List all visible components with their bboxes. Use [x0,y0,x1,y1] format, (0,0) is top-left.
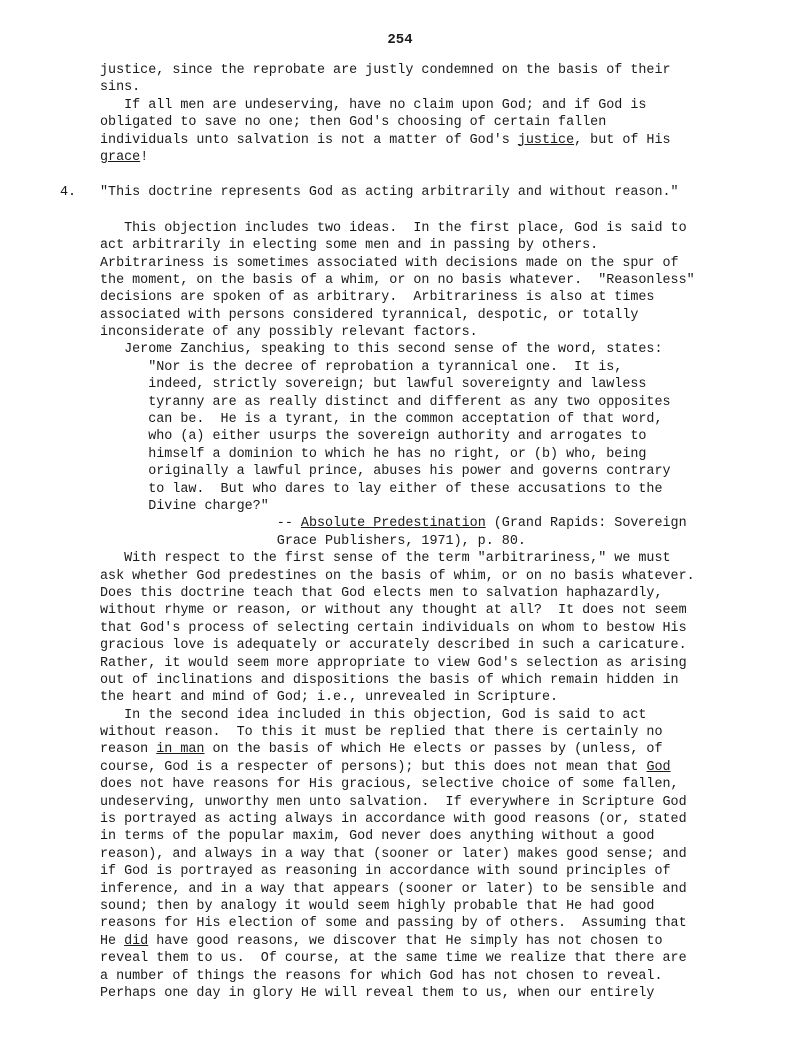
text-line [100,863,740,880]
text-segment: in terms of the popular maxim, God never does anything without a good [100,829,655,845]
text-line [100,498,740,515]
text-segment: Arbitrariness is sometimes associated with decisions made on the spur of [100,255,679,271]
text-line [100,985,740,1002]
text-segment: "Nor is the decree of reprobation a tyrannical one. It is, [100,359,623,375]
text-segment: He [100,933,125,949]
text-segment: ask whether God predestines on the basis of whim, or on no basis whatever. [100,568,695,584]
text-segment: This objection includes two ideas. In the first place, God is said to [100,220,687,236]
text-line [100,481,740,498]
text-line [100,446,740,463]
text-segment: sound; then by analogy it would seem highly probable that He had good [100,898,655,914]
text-segment: originally a lawful prince, abuses his power and governs contrary [100,464,671,480]
text-segment: to law. But who dares to lay either of these accusations to the [100,481,663,497]
text-segment: Perhaps one day in glory He will reveal them to us, when our entirely [100,985,655,1001]
text-line [100,794,740,811]
underlined-text: grace [100,149,141,165]
underlined-text: in man [156,742,205,758]
text-segment: Grace Publishers, 1971), p. 80. [100,533,526,549]
text-line [100,411,740,428]
text-segment: have good reasons, we discover that He simply has not chosen to [148,933,663,949]
text-line [100,149,740,166]
text-line [100,289,740,306]
text-segment: Does this doctrine teach that God elects men to salvation haphazardly, [100,585,663,601]
text-line [100,568,740,585]
text-segment: -- [100,516,301,532]
paragraph [100,220,740,1003]
text-segment: reveal them to us. Of course, at the same time we realize that there are [100,951,687,967]
text-segment: individuals unto salvation is not a matter of God's [100,132,518,148]
text-line [100,359,740,376]
paragraph [100,62,740,166]
text-line [100,62,740,79]
text-segment: the heart and mind of God; i.e., unrevealed in Scripture. [100,690,559,706]
list-item-number: 4. [60,185,77,201]
text-segment: Rather, it would seem more appropriate to view God's selection as arising [100,655,687,671]
text-segment: With respect to the first sense of the term "arbitrariness," we must [100,551,671,567]
text-segment: justice, since the reprobate are justly condemned on the basis of their [100,63,671,78]
text-segment: reasons for His election of some and passing by of others. Assuming that [100,916,687,932]
text-segment: undeserving, unworthy men unto salvation. If everywhere in Scripture God [100,794,687,810]
text-line [100,655,740,672]
text-line [100,898,740,915]
text-line [100,255,740,272]
text-segment: ! [140,149,149,165]
text-line [100,915,740,932]
text-segment: In the second idea included in this objection, God is said to act [100,707,647,723]
text-segment: , but of His [574,132,671,148]
text-line [100,933,740,950]
text-line [100,602,740,619]
text-segment: reason [100,742,157,758]
text-segment: on the basis of which He elects or passes by (unless, of [204,742,663,758]
underlined-text: God [646,759,671,775]
text-segment: act arbitrarily in electing some men and in passing by others. [100,238,599,254]
text-segment: (Grand Rapids: Sovereign [485,516,687,532]
text-line [100,184,740,201]
text-line [100,272,740,289]
text-line [100,828,740,845]
text-line [100,707,740,724]
text-segment: without reason. To this it must be replied that there is certainly no [100,725,663,741]
text-line [100,846,740,863]
paragraph-gap [100,202,740,220]
text-line [100,237,740,254]
text-line [100,97,740,114]
text-line [100,550,740,567]
text-line [100,132,740,149]
text-segment: that God's process of selecting certain individuals on whom to bestow His [100,620,687,636]
text-line [100,307,740,324]
text-line [100,724,740,741]
text-line [100,463,740,480]
text-segment: does not have reasons for His gracious, selective choice of some fallen, [100,777,679,793]
text-line [100,968,740,985]
text-line [100,672,740,689]
text-line [100,114,740,131]
text-segment: Jerome Zanchius, speaking to this second sense of the word, states: [100,342,663,358]
text-segment: associated with persons considered tyrannical, despotic, or totally [100,307,639,323]
text-segment: course, God is a respecter of persons); but this does not mean that [100,759,647,775]
text-line [100,881,740,898]
text-segment: inconsiderate of any possibly relevant factors. [100,325,478,341]
text-segment: a number of things the reasons for which God has not chosen to reveal. [100,968,663,984]
text-line [100,394,740,411]
text-segment: the moment, on the basis of a whim, or on no basis whatever. "Reasonless" [100,272,695,288]
text-line [100,533,740,550]
text-segment: Divine charge?" [100,498,269,514]
text-line [100,620,740,637]
paragraph [60,184,740,201]
text-segment: sins. [100,80,141,96]
text-line [100,759,740,776]
text-line [100,220,740,237]
text-segment: can be. He is a tyrant, in the common acceptation of that word, [100,412,663,428]
page-number: 254 [387,32,413,48]
text-segment: himself a dominion to which he has no right, or (b) who, being [100,446,647,462]
text-line [100,689,740,706]
text-segment: tyranny are as really distinct and different as any two opposites [100,394,671,410]
text-line [100,585,740,602]
text-line [100,515,740,532]
text-line [100,811,740,828]
text-segment: obligated to save no one; then God's choosing of certain fallen [100,115,607,131]
text-line [100,637,740,654]
text-line [100,741,740,758]
text-segment: If all men are undeserving, have no claim upon God; and if God is [100,97,647,113]
underlined-text: justice [517,132,575,148]
text-line [100,776,740,793]
text-segment: inference, and in a way that appears (sooner or later) to be sensible and [100,881,687,897]
text-segment: is portrayed as acting always in accordance with good reasons (or, stated [100,812,687,828]
text-line [100,428,740,445]
text-segment: gracious love is adequately or accurately described in such a caricature. [100,638,687,654]
text-segment: indeed, strictly sovereign; but lawful sovereignty and lawless [100,377,647,393]
text-line [100,341,740,358]
text-line [100,376,740,393]
text-segment: "This doctrine represents God as acting arbitrarily and without reason." [100,185,679,201]
underlined-text: Absolute Predestination [300,516,486,532]
text-segment: if God is portrayed as reasoning in accordance with sound principles of [100,864,671,880]
body-text [60,62,740,1002]
text-segment: reason), and always in a way that (sooner or later) makes good sense; and [100,846,687,862]
text-segment: out of inclinations and dispositions the basis of which remain hidden in [100,672,679,688]
text-line [100,79,740,96]
text-segment: who (a) either usurps the sovereign authority and arrogates to [100,429,647,445]
underlined-text: did [124,933,149,949]
text-line [100,324,740,341]
text-segment: without rhyme or reason, or without any thought at all? It does not seem [100,603,687,619]
text-line [100,950,740,967]
text-segment: decisions are spoken of as arbitrary. Arbitrariness is also at times [100,290,655,306]
paragraph-gap [100,166,740,184]
